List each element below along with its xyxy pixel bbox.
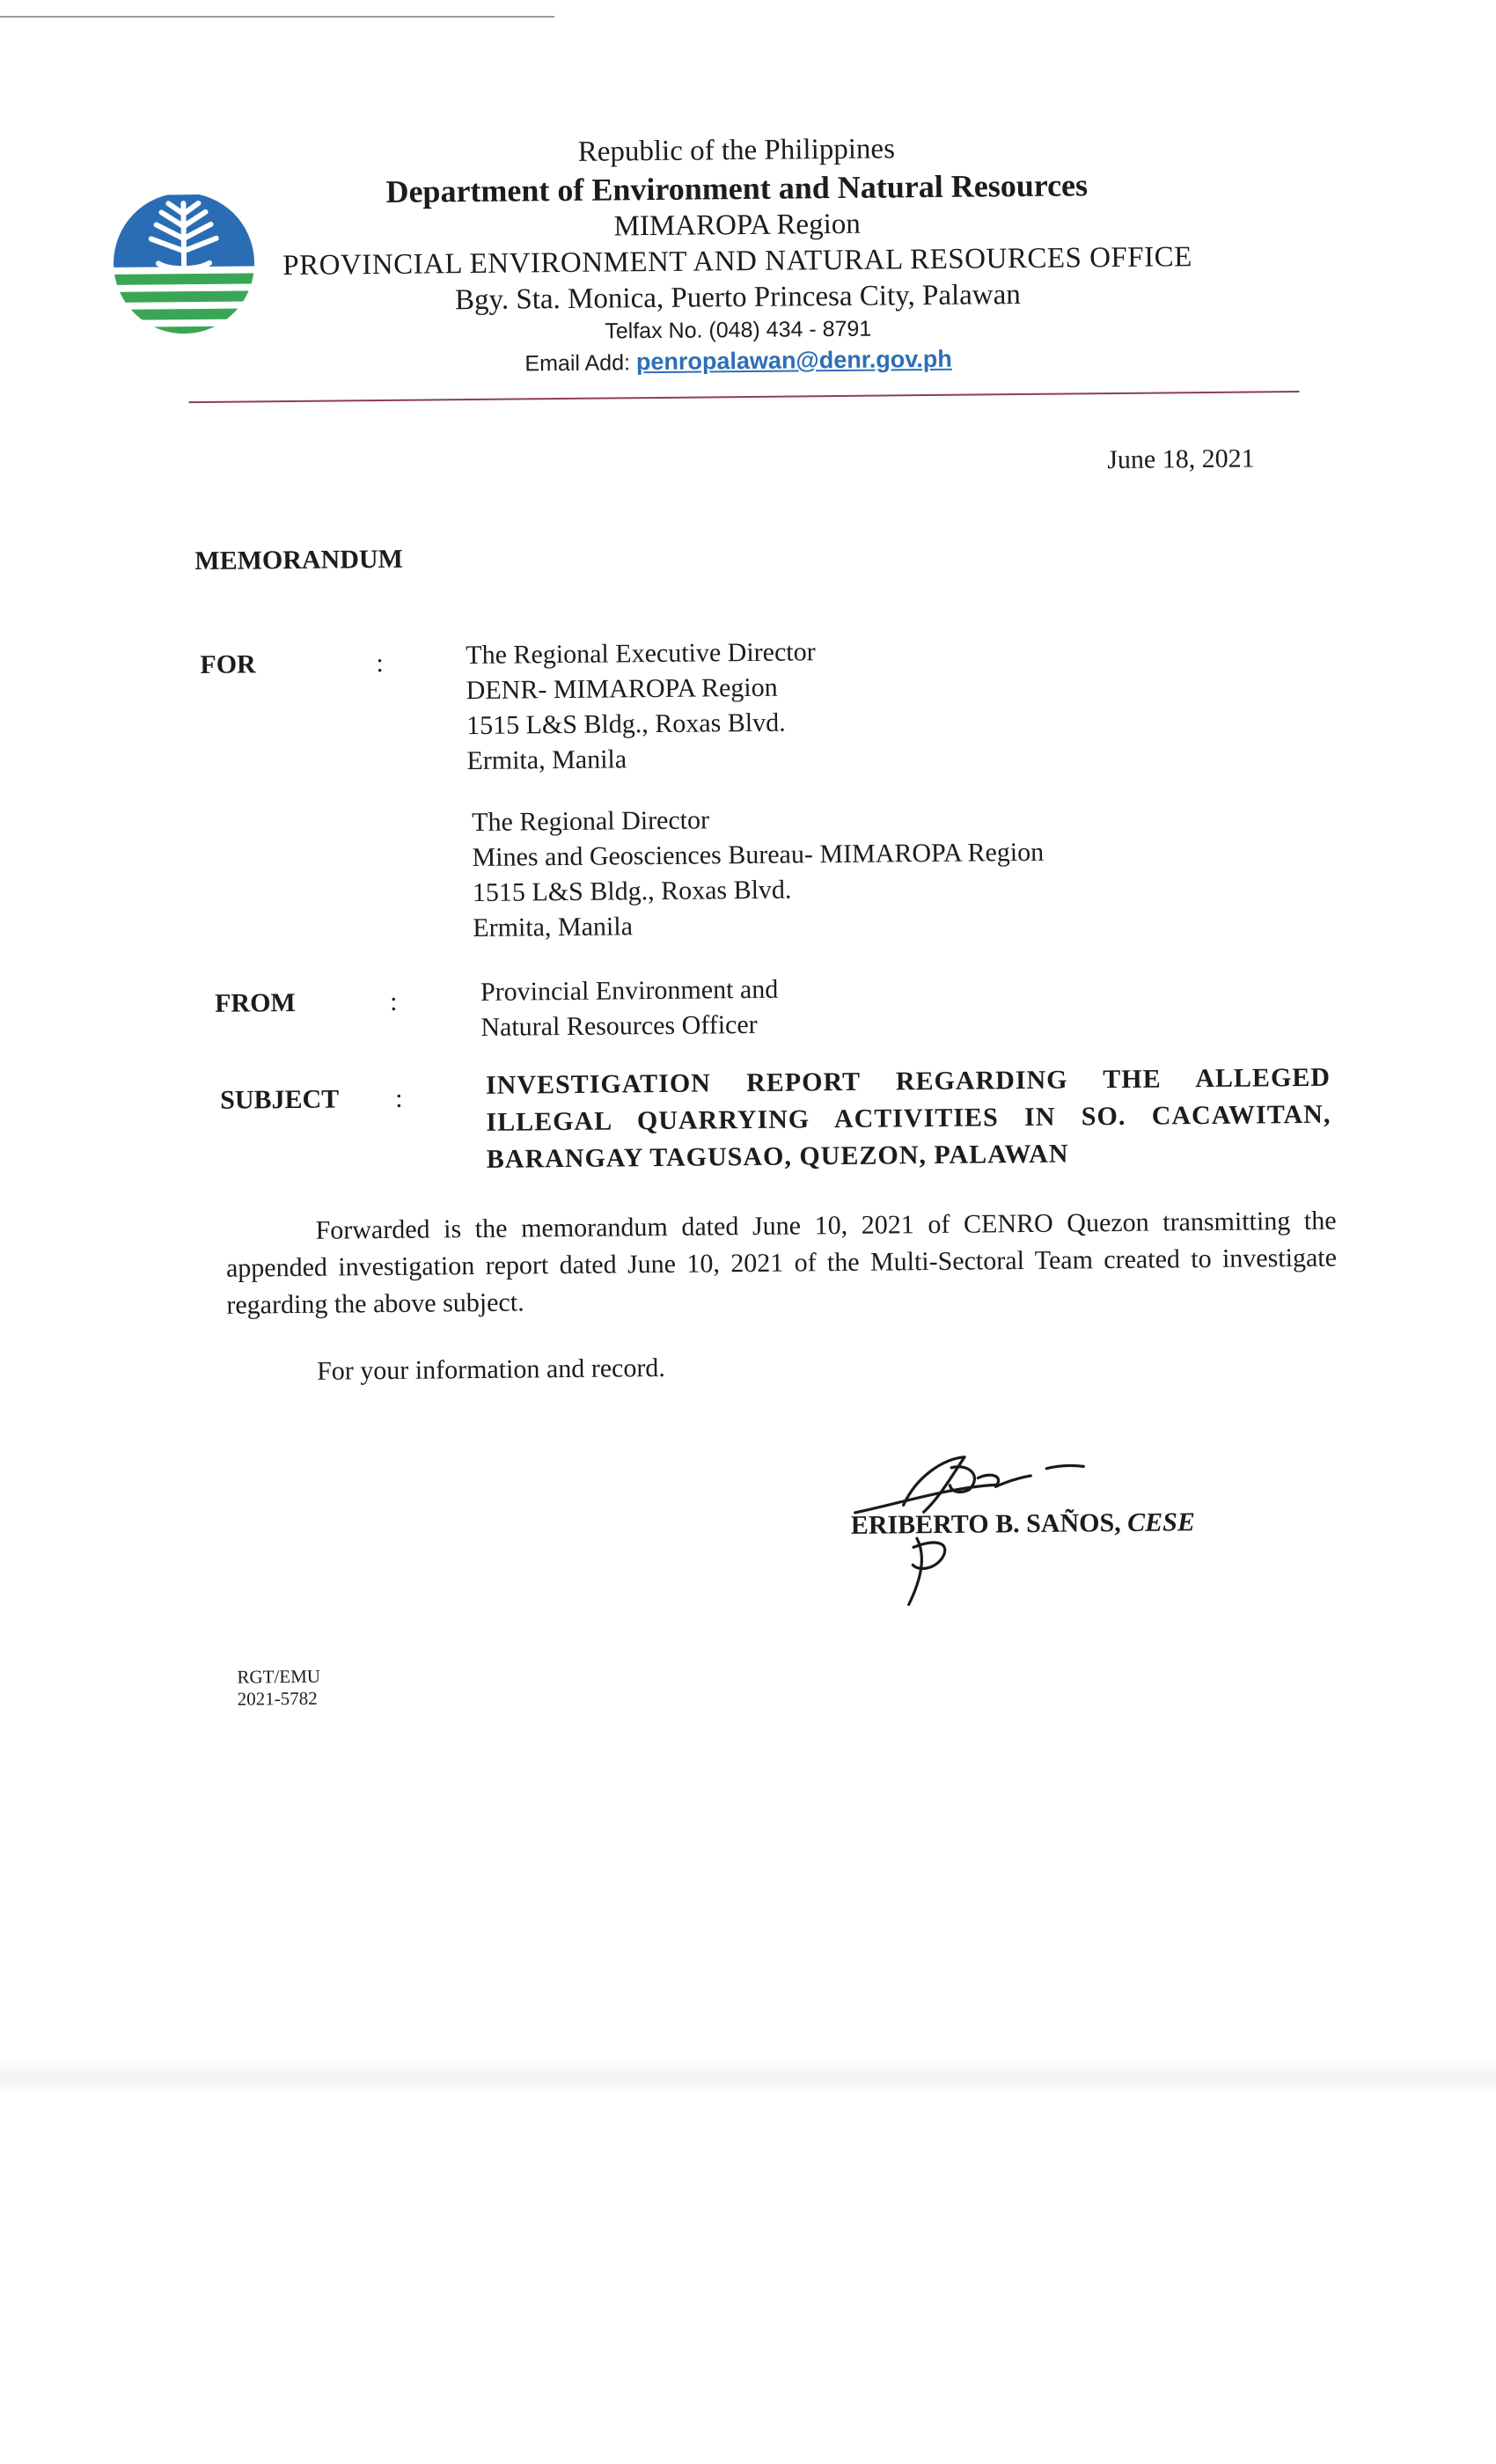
denr-logo-icon	[105, 194, 263, 338]
recipient-1-line: The Regional Executive Director	[466, 637, 816, 671]
email-label: Email Add:	[524, 350, 631, 377]
email-link[interactable]: penropalawan@denr.gov.ph	[635, 345, 952, 376]
recipient-1-line: 1515 L&S Bldg., Roxas Blvd.	[466, 708, 786, 741]
body-paragraph: Forwarded is the memorandum dated June 10, 2021 of CENRO Quezon transmitting the appended investigation report dated June 10, 2021 of the Multi-Sectoral Team created to investigate regarding the above subject.	[225, 1206, 1338, 1320]
signatory-title: CESE	[1127, 1507, 1196, 1537]
from-block	[480, 972, 779, 1045]
recipient-2-line: 1515 L&S Bldg., Roxas Blvd.	[472, 875, 792, 908]
for-colon: :	[376, 648, 384, 678]
for-label: FOR	[200, 649, 256, 679]
letterhead	[244, 128, 1232, 383]
recipient-1	[466, 634, 817, 779]
body-paragraph: For your information and record.	[316, 1353, 666, 1386]
letterhead-department: Department of Environment and Natural Resources	[385, 167, 1089, 209]
letterhead-office: PROVINCIAL ENVIRONMENT AND NATURAL RESOURCES OFFICE	[282, 241, 1192, 282]
from-colon: :	[389, 986, 398, 1016]
from-line: Natural Resources Officer	[480, 1009, 758, 1042]
reference-initials: RGT/EMU	[237, 1665, 321, 1688]
memo-date: June 18, 2021	[1107, 444, 1255, 475]
recipient-2-line: Mines and Geosciences Bureau- MIMAROPA Region	[472, 837, 1045, 873]
header-divider	[189, 391, 1300, 403]
from-line: Provincial Environment and	[480, 974, 779, 1007]
recipient-2-line: Ermita, Manila	[473, 912, 634, 943]
scan-page-edge	[0, 2059, 1496, 2094]
reference-number: 2021-5782	[237, 1687, 318, 1710]
letterhead-address: Bgy. Sta. Monica, Puerto Princesa City, Palawan	[454, 279, 1021, 317]
signatory	[851, 1507, 1195, 1541]
recipient-1-line: DENR- MIMAROPA Region	[466, 672, 778, 706]
letterhead-telfax: Telfax No. (048) 434 - 8791	[605, 316, 872, 344]
recipient-1-line: Ermita, Manila	[466, 744, 627, 776]
subject-label: SUBJECT	[220, 1084, 340, 1115]
recipient-2-line: The Regional Director	[471, 805, 710, 838]
letterhead-region: MIMAROPA Region	[613, 208, 861, 243]
recipient-2	[472, 800, 1045, 946]
signatory-name: ERIBERTO B. SAÑOS,	[850, 1507, 1121, 1540]
letterhead-country: Republic of the Philippines	[577, 133, 896, 168]
memo-title: MEMORANDUM	[194, 544, 404, 576]
from-label: FROM	[214, 987, 296, 1018]
subject-text: INVESTIGATION REPORT REGARDING THE ALLEGED ILLEGAL QUARRYING ACTIVITIES IN SO. CACAWITAN, BARANGAY TAGUSAO, QUEZON, PALAWAN	[485, 1062, 1331, 1174]
reference-code	[237, 1666, 320, 1711]
subject-colon: :	[395, 1083, 403, 1113]
